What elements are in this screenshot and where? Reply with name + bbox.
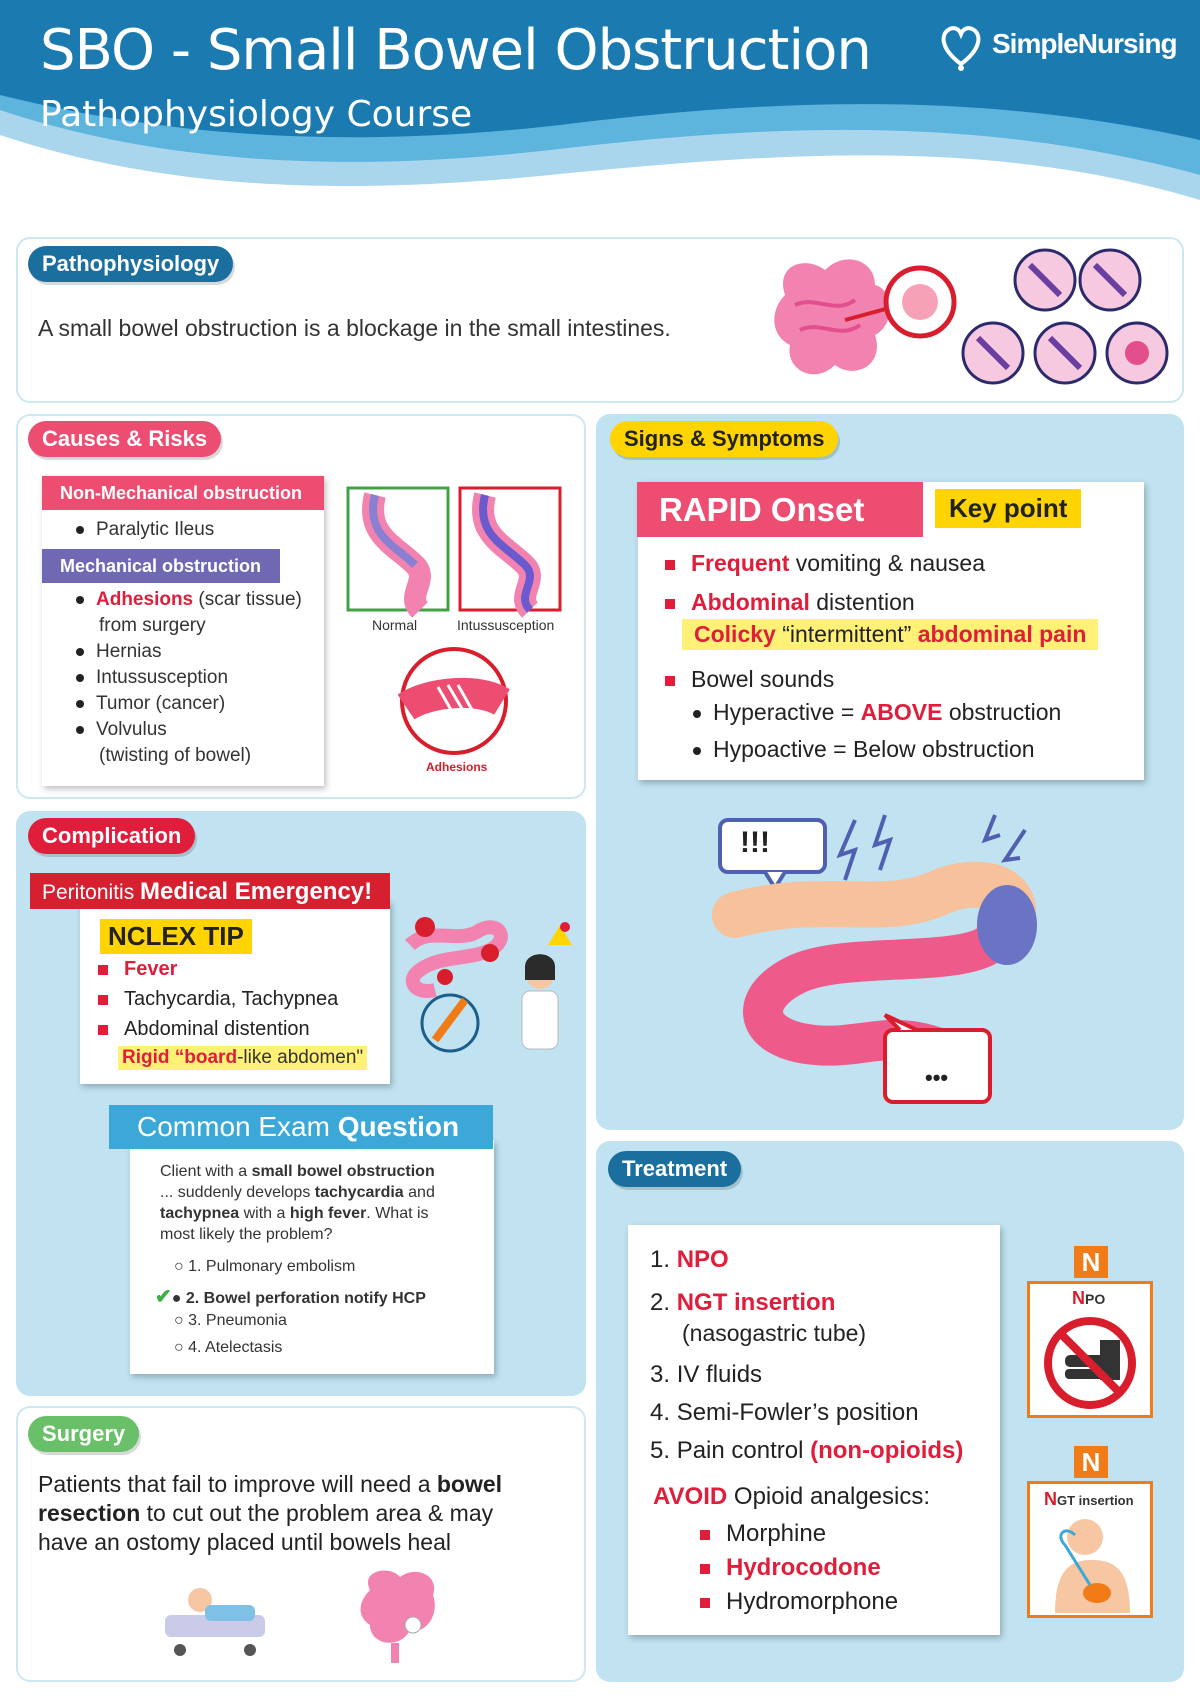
surgery-line: to cut out the problem area & may [140, 1500, 494, 1526]
no-food-icon [1040, 1315, 1140, 1410]
q-text: most likely the problem? [160, 1226, 333, 1243]
surgery-text [38, 1470, 502, 1557]
bullet-square-icon [665, 676, 675, 686]
q-bold: high fever [289, 1205, 367, 1222]
item-num: 4. [650, 1399, 671, 1426]
avoid-word: AVOID [653, 1483, 728, 1510]
colicky-a: Colicky [694, 621, 776, 647]
drug-item [700, 1520, 826, 1548]
ngt-insertion-icon [1045, 1515, 1140, 1613]
surgery-line: have an ostomy placed until bowels heal [38, 1529, 451, 1555]
rigid-text-c: -like abdomen" [237, 1047, 364, 1068]
ngt-n: N [1044, 1489, 1057, 1509]
page-subtitle: Pathophysiology Course [40, 94, 473, 135]
medical-emergency-text: Medical Emergency! [140, 878, 373, 905]
q-text: and [403, 1184, 435, 1201]
exam-question-text [160, 1161, 435, 1245]
drug-name: Hydromorphone [726, 1588, 899, 1615]
hyper-c: obstruction [942, 699, 1062, 725]
avoid-rest: Opioid analgesics: [727, 1483, 931, 1510]
answer-option-2[interactable]: ✔● 2. Bowel perforation notify HCP [155, 1286, 426, 1308]
rigid-abdomen-highlight [118, 1046, 367, 1070]
treatment-label: Treatment [608, 1151, 741, 1187]
frequent-term: Frequent [691, 550, 790, 576]
list-item [76, 518, 214, 542]
ngt-card-title [1044, 1489, 1134, 1510]
pathophysiology-text: A small bowel obstruction is a blockage in the small intestines. [38, 315, 671, 341]
bowel-resection-icon [355, 1565, 440, 1665]
surgery-bold: bowel [436, 1471, 503, 1497]
exam-heading-a: Common Exam [137, 1111, 338, 1142]
item-num: 3. [650, 1361, 671, 1388]
bullet-icon [76, 674, 84, 682]
bullet-icon [76, 700, 84, 708]
key-point-badge: Key point [935, 489, 1081, 528]
item-text: Pain control [676, 1437, 811, 1464]
surgery-line: Patients that fail to improve will need a [38, 1471, 437, 1497]
avoid-heading [653, 1483, 930, 1511]
item-num: 1. [650, 1246, 671, 1273]
list-item [98, 958, 177, 981]
non-opioids-text: (non-opioids) [810, 1437, 964, 1464]
list-item [76, 666, 228, 690]
intussusception-caption: Intussusception [457, 617, 555, 633]
item-text: NPO [676, 1246, 729, 1273]
npo-card-title [1072, 1288, 1105, 1309]
rigid-text-b: board [184, 1047, 238, 1068]
pathophysiology-label: Pathophysiology [28, 246, 233, 282]
non-mechanical-heading: Non-Mechanical obstruction [42, 476, 324, 510]
adhesions-caption: Adhesions [426, 760, 488, 774]
treatment-item-2 [650, 1289, 835, 1317]
drug-item [700, 1588, 898, 1616]
mechanical-heading: Mechanical obstruction [42, 549, 280, 583]
item-num: 5. [650, 1437, 671, 1464]
option-text: 1. Pulmonary embolism [188, 1258, 356, 1275]
n-badge: N [1074, 1446, 1108, 1478]
stethoscope-heart-icon [934, 18, 988, 72]
distention-text: Abdominal distention [124, 1018, 310, 1040]
q-text: Client with a [160, 1163, 252, 1180]
drug-item [700, 1554, 881, 1582]
hernias-text: Hernias [96, 641, 162, 662]
rapid-onset-banner: RAPID Onset [637, 482, 923, 537]
adhesions-illustration [398, 647, 510, 759]
adhesions-rest: (scar tissue) [193, 589, 302, 610]
hospital-bed-icon [160, 1570, 270, 1660]
list-item [665, 666, 834, 693]
q-bold: tachypnea [160, 1205, 240, 1222]
bullet-square-icon [700, 1598, 710, 1608]
bullet-icon [76, 648, 84, 656]
option-text: 4. Atelectasis [188, 1339, 283, 1356]
hyper-a: Hyperactive = [713, 699, 861, 725]
adhesions-term: Adhesions [96, 589, 194, 610]
bullet-square-icon [665, 599, 675, 609]
check-icon: ✔ [155, 1286, 172, 1308]
speech-bubble-alarm: !!! [740, 826, 770, 859]
exam-question-heading [109, 1105, 493, 1149]
drug-name: Morphine [726, 1520, 827, 1547]
bullet-icon [693, 747, 701, 755]
bullet-icon [76, 596, 84, 604]
bowel-sounds-text: Bowel sounds [691, 666, 835, 692]
answer-option-4[interactable]: ○ 4. Atelectasis [174, 1339, 283, 1356]
tachy-text: Tachycardia, Tachypnea [124, 988, 339, 1010]
peritonitis-text: Peritonitis [42, 881, 141, 904]
paralytic-ileus-text: Paralytic Ileus [96, 519, 215, 540]
q-bold: small bowel obstruction [251, 1163, 435, 1180]
colicky-b: “intermittent” [775, 621, 918, 647]
peritonitis-illustration [400, 905, 580, 1055]
ngt-note: (nasogastric tube) [682, 1320, 867, 1346]
q-text: with a [239, 1205, 290, 1222]
complication-label: Complication [28, 818, 195, 854]
q-text: ... suddenly develops [160, 1184, 315, 1201]
list-item [665, 550, 985, 577]
abdominal-term: Abdominal [691, 589, 810, 615]
bullet-square-icon [98, 965, 108, 975]
treatment-item-5 [650, 1437, 963, 1465]
item-text: NGT insertion [676, 1289, 836, 1316]
bullet-square-icon [98, 995, 108, 1005]
list-item [76, 692, 225, 716]
header-banner [0, 0, 1200, 215]
causes-label: Causes & Risks [28, 421, 221, 457]
list-item [98, 988, 338, 1011]
adhesions-line2: from surgery [99, 615, 206, 636]
abdominal-rest: distention [809, 589, 915, 615]
surgery-bold: resection [38, 1500, 141, 1526]
intussusception-text: Intussusception [96, 667, 229, 688]
list-item [76, 588, 302, 612]
bullet-icon [76, 526, 84, 534]
normal-vs-intussusception-illustration [345, 485, 565, 665]
peritonitis-banner [30, 873, 390, 909]
surgery-label: Surgery [28, 1416, 139, 1452]
hypo-text: Hypoactive = Below obstruction [713, 736, 1035, 762]
colicky-highlight [682, 619, 1098, 650]
bullet-square-icon [700, 1564, 710, 1574]
ngt-rest: GT insertion [1057, 1493, 1134, 1508]
rigid-text-a: Rigid “ [122, 1047, 185, 1068]
bullet-square-icon [665, 560, 675, 570]
list-item [665, 589, 915, 616]
fever-text: Fever [124, 958, 178, 980]
list-item [98, 1018, 310, 1041]
bullet-icon [693, 710, 701, 718]
bullet-square-icon [98, 1025, 108, 1035]
tumor-text: Tumor (cancer) [96, 693, 226, 714]
treatment-item-3 [650, 1361, 762, 1389]
q-text: . What is [366, 1205, 429, 1222]
bullet-square-icon [700, 1530, 710, 1540]
volvulus-text: Volvulus [96, 719, 167, 740]
list-item [693, 699, 1061, 726]
npo-rest: PO [1085, 1291, 1106, 1307]
item-text: Semi-Fowler’s position [676, 1399, 919, 1426]
list-item [76, 640, 161, 664]
speech-bubble-quiet: ••• [925, 1065, 949, 1090]
drug-name: Hydrocodone [726, 1554, 881, 1581]
item-text: IV fluids [676, 1361, 763, 1388]
intestine-illustration [765, 245, 1175, 390]
page-title: SBO - Small Bowel Obstruction [40, 18, 871, 83]
answer-option-3[interactable]: ○ 3. Pneumonia [174, 1312, 287, 1329]
npo-n: N [1072, 1288, 1085, 1308]
option-text: 2. Bowel perforation notify HCP [185, 1290, 426, 1307]
signs-label: Signs & Symptoms [610, 421, 838, 457]
normal-caption: Normal [372, 617, 418, 633]
frequent-rest: vomiting & nausea [789, 550, 986, 576]
n-badge: N [1074, 1246, 1108, 1278]
hyper-b: ABOVE [860, 699, 943, 725]
item-num: 2. [650, 1289, 671, 1316]
volvulus-note: (twisting of bowel) [99, 745, 252, 766]
bullet-icon [76, 726, 84, 734]
option-text: 3. Pneumonia [188, 1312, 287, 1329]
treatment-item-4 [650, 1399, 919, 1427]
list-item [693, 736, 1035, 763]
exam-heading-b: Question [337, 1111, 460, 1142]
answer-option-1[interactable]: ○ 1. Pulmonary embolism [174, 1258, 356, 1275]
q-bold: tachycardia [314, 1184, 404, 1201]
colicky-c: abdominal pain [917, 621, 1087, 647]
nclex-tip-badge: NCLEX TIP [100, 919, 252, 954]
list-item [76, 718, 167, 742]
brand-logo-text: SimpleNursing [992, 28, 1177, 59]
treatment-item-1 [650, 1246, 729, 1274]
